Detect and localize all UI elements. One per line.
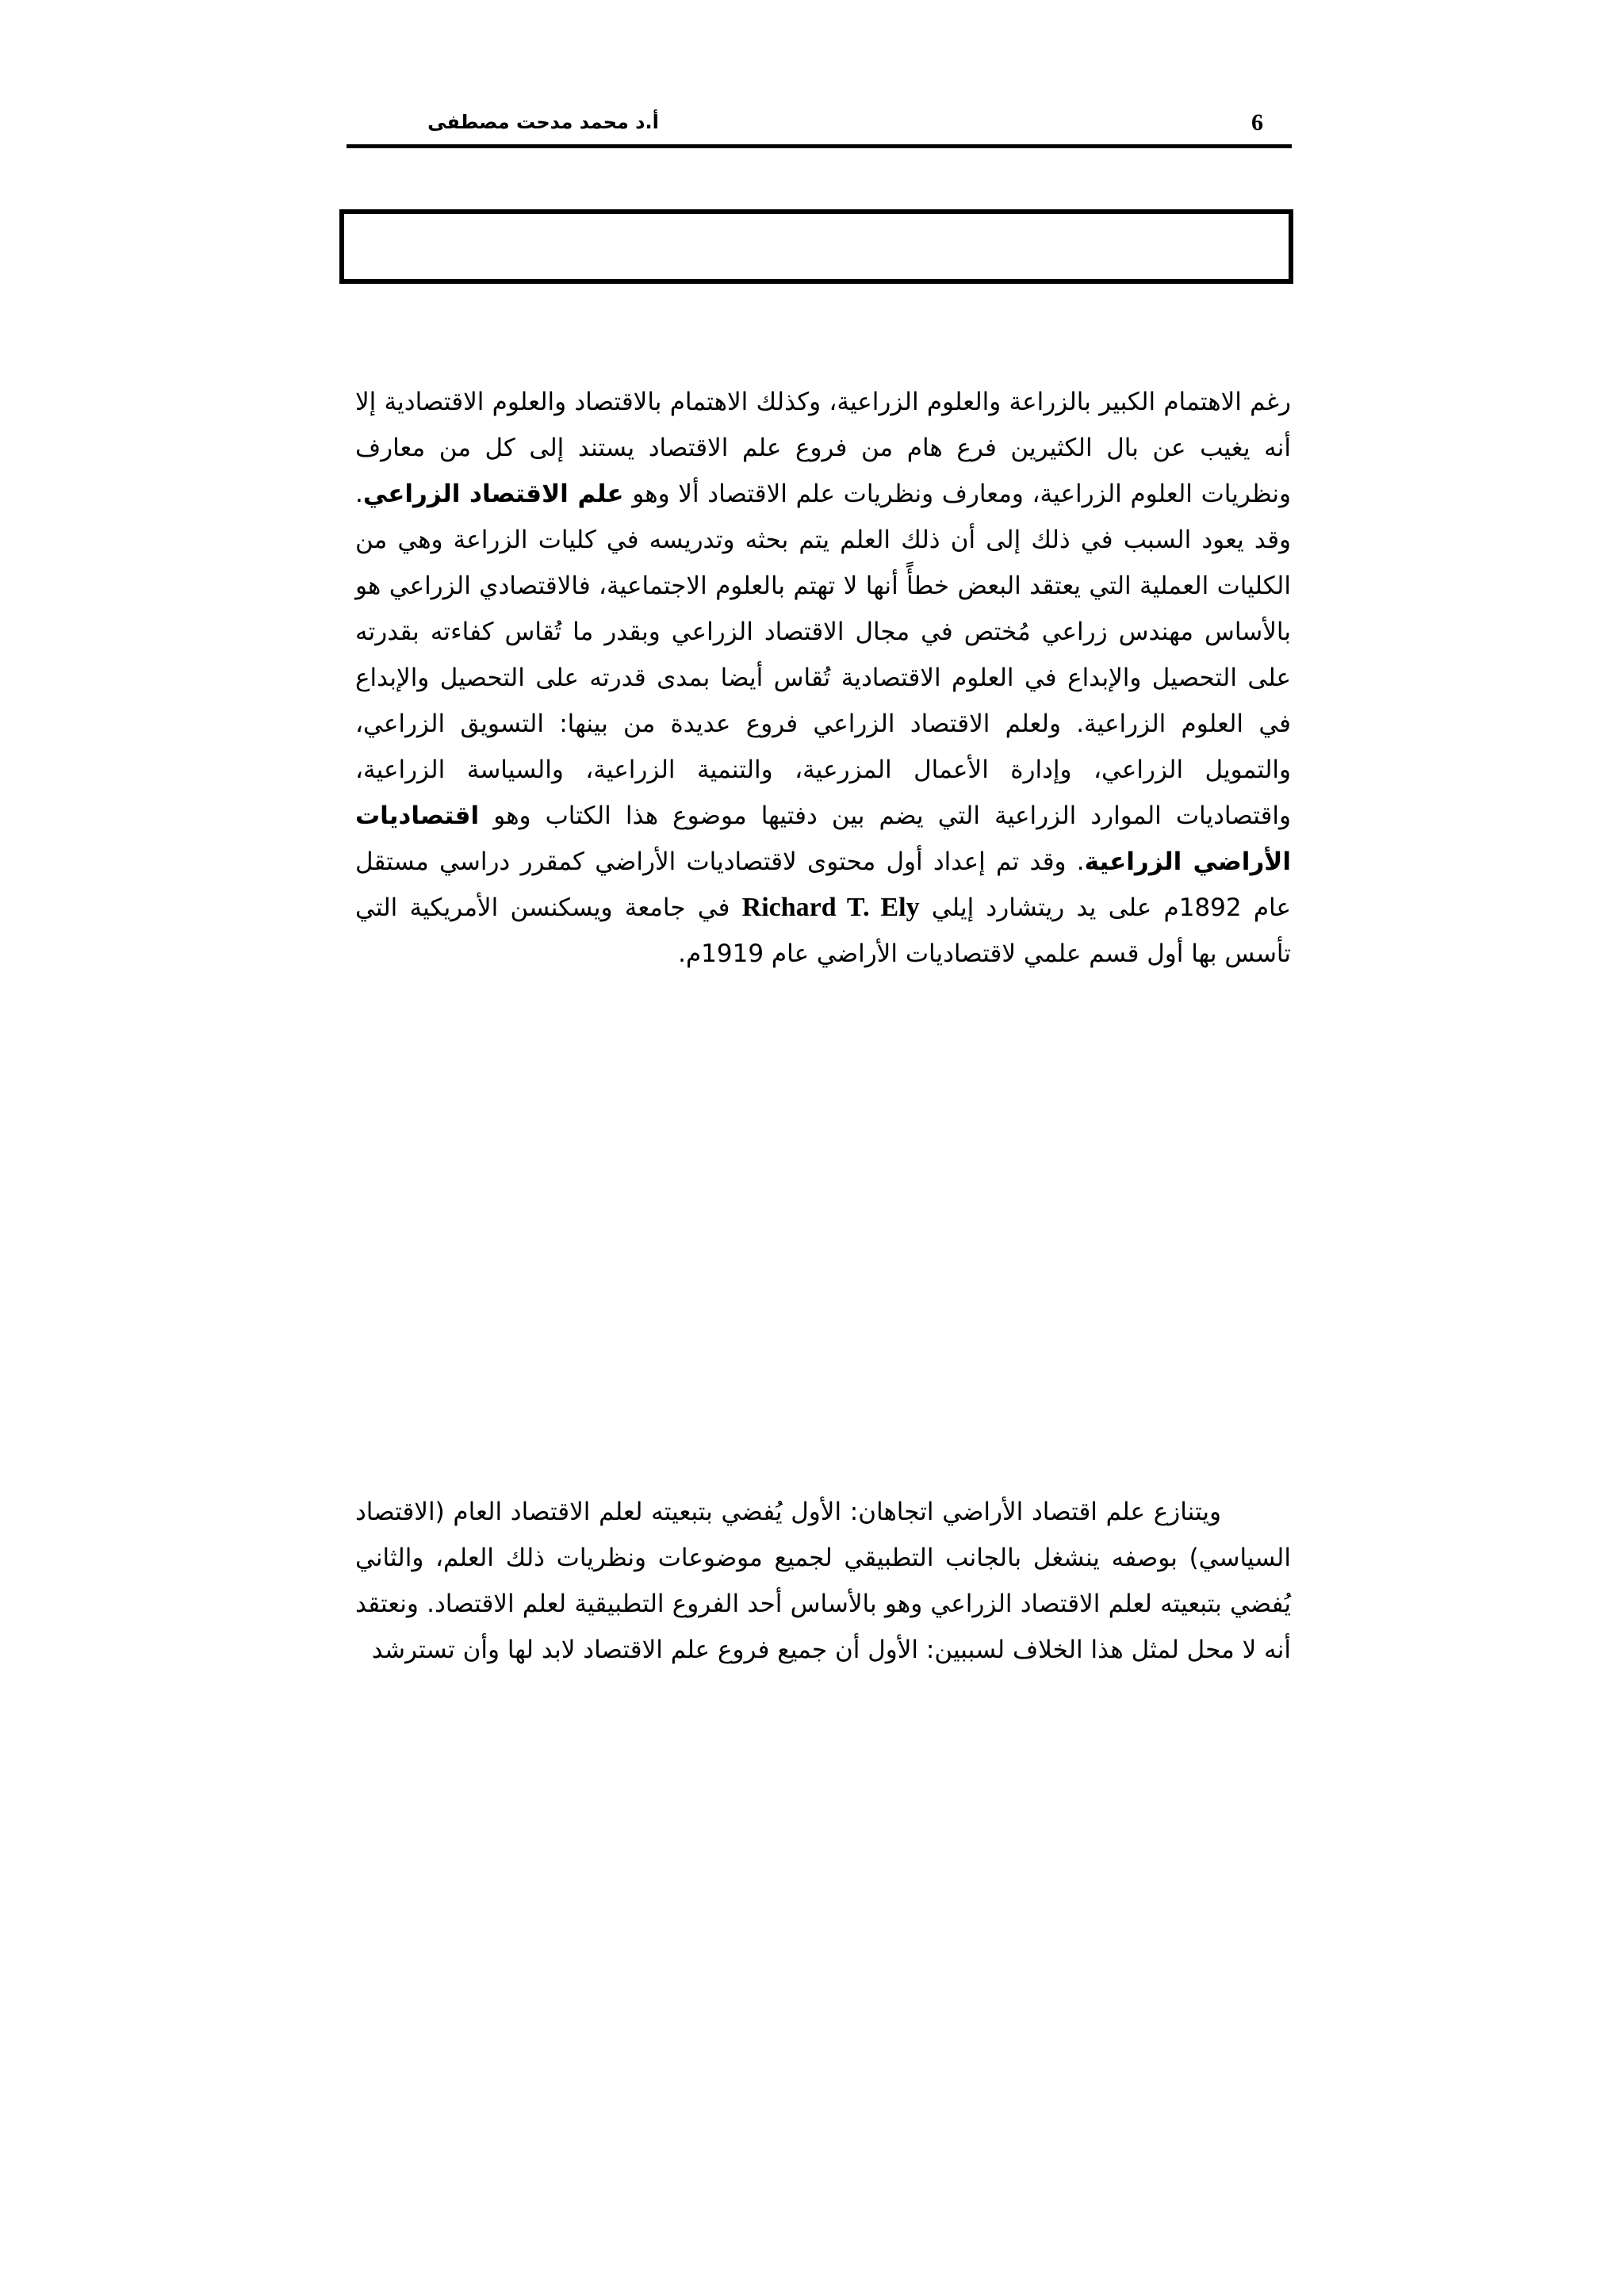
latin-name-richard-ely: Richard T. Ely [741, 893, 920, 922]
author-name: أ.د محمد مدحت مصطفى [427, 111, 659, 133]
paragraph-1 [355, 379, 1291, 977]
page-number: 6 [1251, 109, 1263, 136]
bold-term-agricultural-economics: علم الاقتصاد الزراعي [362, 480, 624, 508]
paragraph-2: ويتنازع علم اقتصاد الأراضي اتجاهان: الأول يُفضي بتبعيته لعلم الاقتصاد العام (الاقتصاد السياسي) بوصفه ينشغل بالجانب التطبيقي لجميع موضوعات ونظريات ذلك العلم، والثاني يُفضي بتبعيته لعلم الاقتصاد الزراعي وهو بالأساس أحد الفروع التطبيقية لعلم الاقتصاد. ونعتقد أنه لا محل لمثل هذا الخلاف لسببين: الأول أن جميع فروع علم الاقتصاد لابد لها وأن تسترشد [355, 1498, 1291, 1664]
header-rule [347, 144, 1292, 148]
paragraph-1-text-3: . وقد تم إعداد أول محتوى لاقتصاديات الأراضي كمقرر دراسي مستقل عام 1892م على يد ريتشارد إيلي [355, 848, 1291, 922]
paragraph-1-text-4: في جامعة ويسكنسن الأمريكية التي تأسس بها أول قسم علمي لاقتصاديات الأراضي عام 1919م. [355, 894, 1291, 968]
paragraph-1-text-1: رغم الاهتمام الكبير بالزراعة والعلوم الزراعية، وكذلك الاهتمام بالاقتصاد والعلوم الاقتصادية إلا أنه يغيب عن بال الكثيرين فرع هام من فروع علم الاقتصاد يستند إلى كل من معارف ونظريات العلوم الزراعية، ومعارف ونظريات علم الاقتصاد ألا وهو [355, 388, 1292, 508]
bold-term-land-economics: اقتصاديات الأراضي الزراعية [355, 802, 1291, 876]
paragraph-1-text-2: . وقد يعود السبب في ذلك إلى أن ذلك العلم يتم بحثه وتدريسه في كليات الزراعة وهي من الكليات العملية التي يعتقد البعض خطأً أنها لا تهتم بالعلوم الاجتماعية، فالاقتصادي الزراعي هو بالأساس مهندس زراعي مُختص في مجال الاقتصاد الزراعي وبقدر ما تُقاس كفاءته بقدرته على التحصيل والإبداع في العلوم الاقتصادية تُقاس أيضا بمدى قدرته على التحصيل والإبداع في العلوم الزراعية. ولعلم الاقتصاد الزراعي فروع عديدة من بينها: التسويق الزراعي، والتمويل الزراعي، وإدارة الأعمال المزرعية، والتنمية الزراعية، والسياسة الزراعية، واقتصاديات الموارد الزراعية التي يضم بين دفتيها موضوع هذا الكتاب وهو [355, 480, 1291, 830]
title-box [339, 209, 1293, 284]
